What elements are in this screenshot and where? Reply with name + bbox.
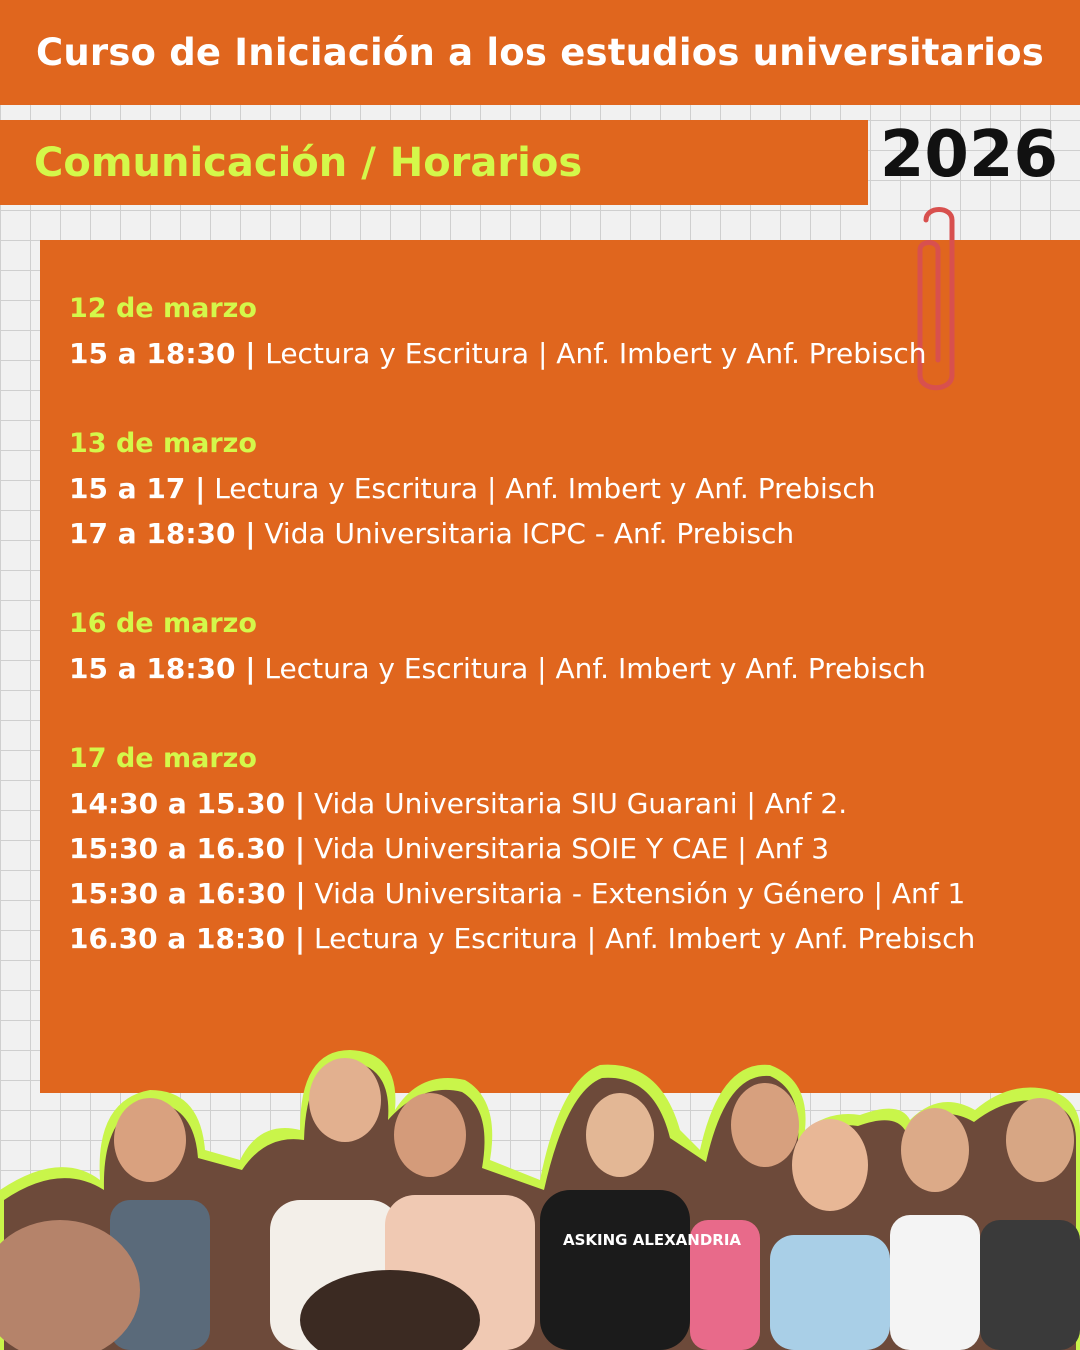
session-desc: Lectura y Escritura | Anf. Imbert y Anf. Prebisch — [305, 922, 976, 955]
session-time: 15:30 a 16:30 | — [69, 877, 306, 910]
day-date: 13 de marzo — [69, 428, 257, 459]
session-row — [69, 781, 1029, 826]
session-row — [69, 331, 1029, 376]
day-date: 12 de marzo — [69, 293, 257, 324]
students-photo — [0, 1040, 1080, 1350]
day-date: 17 de marzo — [69, 743, 257, 774]
session-desc: Vida Universitaria ICPC - Anf. Prebisch — [255, 517, 795, 550]
shirt-print: ASKING ALEXANDRIA — [563, 1231, 742, 1249]
session-row — [69, 646, 1029, 691]
session-row — [69, 871, 1029, 916]
session-time: 17 a 18:30 | — [69, 517, 256, 550]
session-desc: Vida Universitaria - Extensión y Género | Anf 1 — [305, 877, 966, 910]
session-desc: Lectura y Escritura | Anf. Imbert y Anf. Prebisch — [265, 337, 927, 370]
session-time: 14:30 a 15.30 | — [69, 787, 306, 820]
session-time: 15:30 a 16.30 | — [69, 832, 306, 865]
session-desc: Vida Universitaria SOIE Y CAE | Anf 3 — [305, 832, 830, 865]
day-date: 16 de marzo — [69, 608, 257, 639]
day-block — [69, 421, 1029, 556]
subtitle-bar — [0, 120, 868, 205]
session-row — [69, 916, 1029, 961]
session-row — [69, 826, 1029, 871]
session-time: 15 a 17 | — [69, 472, 206, 505]
schedule-list — [69, 286, 1029, 1006]
day-block — [69, 286, 1029, 376]
header-banner — [0, 0, 1080, 105]
day-block — [69, 601, 1029, 691]
session-row — [69, 466, 1029, 511]
year-label: 2026 — [879, 118, 1058, 192]
section-subtitle: Comunicación / Horarios — [34, 139, 583, 186]
session-time: 15 a 18:30 | — [69, 337, 266, 370]
session-row — [69, 511, 1029, 556]
course-title: Curso de Iniciación a los estudios universitarios — [35, 31, 1044, 74]
session-time: 15 a 18:30 | — [69, 652, 256, 685]
session-desc: Lectura y Escritura | Anf. Imbert y Anf. Prebisch — [255, 652, 926, 685]
session-desc: Lectura y Escritura | Anf. Imbert y Anf. Prebisch — [205, 472, 876, 505]
session-time: 16.30 a 18:30 | — [69, 922, 306, 955]
day-block — [69, 736, 1029, 961]
session-desc: Vida Universitaria SIU Guarani | Anf 2. — [305, 787, 848, 820]
